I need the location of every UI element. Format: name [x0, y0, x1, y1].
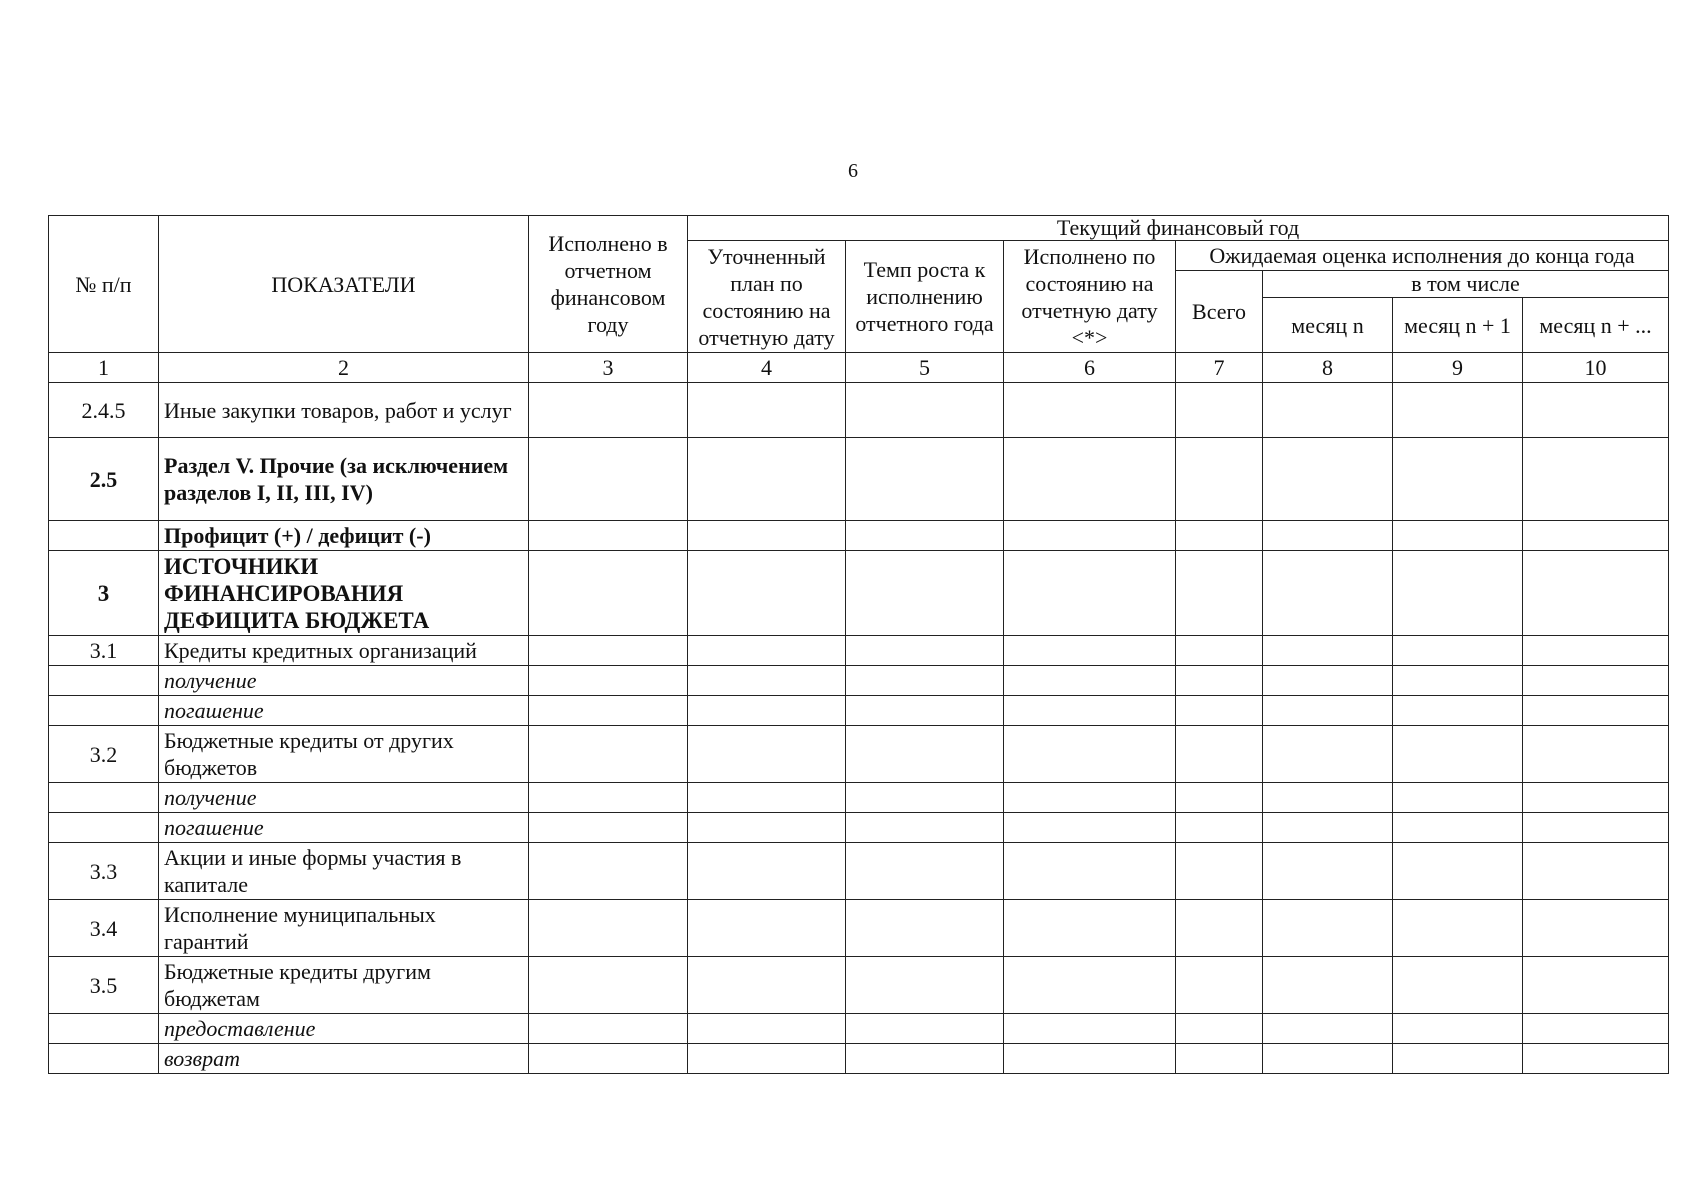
header-col-plan: Уточненный план по состоянию на отчетную дату [688, 241, 846, 353]
value-cell [688, 813, 846, 843]
value-cell [1263, 696, 1393, 726]
value-cell [1176, 1014, 1263, 1044]
value-cell [1004, 636, 1176, 666]
value-cell [1004, 1044, 1176, 1074]
value-cell [1393, 783, 1523, 813]
row-name: возврат [159, 1044, 529, 1074]
value-cell [1393, 383, 1523, 438]
value-cell [1263, 726, 1393, 783]
value-cell [688, 726, 846, 783]
table-row [49, 521, 1669, 551]
value-cell [1004, 900, 1176, 957]
value-cell [1004, 813, 1176, 843]
header-total: Всего [1176, 271, 1263, 353]
header-including: в том числе [1263, 271, 1669, 298]
value-cell [1263, 1044, 1393, 1074]
value-cell [1263, 636, 1393, 666]
value-cell [1393, 636, 1523, 666]
value-cell [846, 383, 1004, 438]
row-name: Профицит (+) / дефицит (-) [159, 521, 529, 551]
value-cell [529, 900, 688, 957]
value-cell [1004, 438, 1176, 521]
header-expected: Ожидаемая оценка исполнения до конца года [1176, 241, 1669, 271]
value-cell [1523, 521, 1669, 551]
column-number: 3 [529, 353, 688, 383]
table-row [49, 843, 1669, 900]
value-cell [1393, 900, 1523, 957]
page-number: 6 [848, 160, 858, 182]
column-numbers-row [49, 353, 1669, 383]
value-cell [1393, 1014, 1523, 1044]
table-row [49, 957, 1669, 1014]
value-cell [1263, 900, 1393, 957]
value-cell [846, 957, 1004, 1014]
value-cell [1393, 843, 1523, 900]
table-row [49, 783, 1669, 813]
value-cell [688, 696, 846, 726]
header-month-n: месяц n [1263, 298, 1393, 353]
header-month-n1: месяц n + 1 [1393, 298, 1523, 353]
table-row [49, 1044, 1669, 1074]
row-num: 3 [49, 551, 159, 636]
row-name: Иные закупки товаров, работ и услуг [159, 383, 529, 438]
value-cell [1176, 438, 1263, 521]
value-cell [1263, 843, 1393, 900]
value-cell [846, 666, 1004, 696]
value-cell [1004, 666, 1176, 696]
row-name: Кредиты кредитных организаций [159, 636, 529, 666]
row-name: Исполнение муниципальных гарантий [159, 900, 529, 957]
value-cell [846, 783, 1004, 813]
value-cell [529, 438, 688, 521]
table-row [49, 636, 1669, 666]
value-cell [529, 636, 688, 666]
table-row [49, 551, 1669, 636]
value-cell [688, 521, 846, 551]
value-cell [1004, 783, 1176, 813]
value-cell [1004, 1014, 1176, 1044]
value-cell [1393, 666, 1523, 696]
row-num [49, 1014, 159, 1044]
value-cell [1393, 813, 1523, 843]
row-num [49, 696, 159, 726]
row-num: 2.5 [49, 438, 159, 521]
value-cell [1393, 696, 1523, 726]
value-cell [1263, 666, 1393, 696]
value-cell [846, 696, 1004, 726]
value-cell [1004, 521, 1176, 551]
value-cell [1523, 783, 1669, 813]
value-cell [1393, 957, 1523, 1014]
value-cell [529, 783, 688, 813]
header-col-num: № п/п [49, 216, 159, 353]
value-cell [1263, 383, 1393, 438]
value-cell [688, 843, 846, 900]
row-name: получение [159, 783, 529, 813]
header-col-growth: Темп роста к исполнению отчетного года [846, 241, 1004, 353]
value-cell [1176, 521, 1263, 551]
value-cell [1176, 957, 1263, 1014]
header-month-nx: месяц n + ... [1523, 298, 1669, 353]
value-cell [1523, 383, 1669, 438]
value-cell [1263, 1014, 1393, 1044]
row-num: 3.2 [49, 726, 159, 783]
row-name: Бюджетные кредиты от других бюджетов [159, 726, 529, 783]
value-cell [688, 957, 846, 1014]
value-cell [1176, 666, 1263, 696]
value-cell [1176, 383, 1263, 438]
value-cell [529, 726, 688, 783]
column-number: 4 [688, 353, 846, 383]
table-row [49, 1014, 1669, 1044]
value-cell [1523, 666, 1669, 696]
row-name: ИСТОЧНИКИ ФИНАНСИРОВАНИЯ ДЕФИЦИТА БЮДЖЕТА [159, 551, 529, 636]
row-name: Раздел V. Прочие (за исключением разделов I, II, III, IV) [159, 438, 529, 521]
value-cell [1176, 551, 1263, 636]
header-col-indicators: ПОКАЗАТЕЛИ [159, 216, 529, 353]
value-cell [846, 1014, 1004, 1044]
value-cell [1263, 957, 1393, 1014]
value-cell [846, 438, 1004, 521]
value-cell [846, 843, 1004, 900]
value-cell [688, 1014, 846, 1044]
table-row [49, 726, 1669, 783]
value-cell [688, 636, 846, 666]
column-number: 7 [1176, 353, 1263, 383]
value-cell [1523, 1014, 1669, 1044]
value-cell [529, 813, 688, 843]
table-row [49, 900, 1669, 957]
row-num [49, 813, 159, 843]
value-cell [1523, 696, 1669, 726]
value-cell [846, 1044, 1004, 1074]
value-cell [529, 696, 688, 726]
value-cell [529, 1014, 688, 1044]
column-number: 1 [49, 353, 159, 383]
value-cell [1523, 726, 1669, 783]
value-cell [1523, 813, 1669, 843]
value-cell [1393, 521, 1523, 551]
value-cell [846, 636, 1004, 666]
value-cell [529, 383, 688, 438]
value-cell [1263, 551, 1393, 636]
value-cell [529, 521, 688, 551]
value-cell [1523, 957, 1669, 1014]
table-row [49, 813, 1669, 843]
value-cell [1523, 551, 1669, 636]
row-name: получение [159, 666, 529, 696]
row-num: 2.4.5 [49, 383, 159, 438]
column-number: 2 [159, 353, 529, 383]
value-cell [688, 438, 846, 521]
value-cell [688, 666, 846, 696]
column-number: 9 [1393, 353, 1523, 383]
row-name: погашение [159, 696, 529, 726]
value-cell [1176, 696, 1263, 726]
value-cell [1263, 438, 1393, 521]
row-num [49, 666, 159, 696]
table-row [49, 383, 1669, 438]
value-cell [1004, 843, 1176, 900]
value-cell [529, 1044, 688, 1074]
header-current-year: Текущий финансовый год [688, 216, 1669, 241]
table-row [49, 696, 1669, 726]
value-cell [1004, 696, 1176, 726]
value-cell [1263, 521, 1393, 551]
value-cell [529, 957, 688, 1014]
value-cell [1176, 636, 1263, 666]
column-number: 10 [1523, 353, 1669, 383]
row-num [49, 521, 159, 551]
value-cell [846, 521, 1004, 551]
row-name: Бюджетные кредиты другим бюджетам [159, 957, 529, 1014]
value-cell [1176, 900, 1263, 957]
value-cell [846, 551, 1004, 636]
value-cell [1523, 900, 1669, 957]
value-cell [688, 551, 846, 636]
value-cell [529, 666, 688, 696]
value-cell [529, 551, 688, 636]
value-cell [1393, 1044, 1523, 1074]
table-row [49, 666, 1669, 696]
value-cell [529, 843, 688, 900]
value-cell [846, 900, 1004, 957]
value-cell [1004, 383, 1176, 438]
value-cell [1393, 438, 1523, 521]
value-cell [1523, 843, 1669, 900]
value-cell [1176, 1044, 1263, 1074]
value-cell [846, 813, 1004, 843]
column-number: 8 [1263, 353, 1393, 383]
value-cell [688, 1044, 846, 1074]
value-cell [688, 900, 846, 957]
row-name: предоставление [159, 1014, 529, 1044]
row-num: 3.3 [49, 843, 159, 900]
value-cell [1523, 636, 1669, 666]
header-col-executed-date: Исполнено по состоянию на отчетную дату <*> [1004, 241, 1176, 353]
value-cell [846, 726, 1004, 783]
value-cell [1176, 813, 1263, 843]
value-cell [1263, 813, 1393, 843]
value-cell [1004, 957, 1176, 1014]
value-cell [1004, 551, 1176, 636]
row-num: 3.4 [49, 900, 159, 957]
value-cell [1393, 726, 1523, 783]
value-cell [1523, 1044, 1669, 1074]
financial-report-table [48, 215, 1669, 1074]
value-cell [1393, 551, 1523, 636]
row-num: 3.5 [49, 957, 159, 1014]
value-cell [1176, 843, 1263, 900]
header-col-executed-prev: Исполнено в отчетном финансовом году [529, 216, 688, 353]
row-num [49, 1044, 159, 1074]
value-cell [688, 383, 846, 438]
value-cell [1004, 726, 1176, 783]
column-number: 5 [846, 353, 1004, 383]
value-cell [1176, 726, 1263, 783]
column-number: 6 [1004, 353, 1176, 383]
value-cell [1263, 783, 1393, 813]
row-num: 3.1 [49, 636, 159, 666]
row-name: погашение [159, 813, 529, 843]
value-cell [688, 783, 846, 813]
table-row [49, 438, 1669, 521]
row-name: Акции и иные формы участия в капитале [159, 843, 529, 900]
value-cell [1176, 783, 1263, 813]
row-num [49, 783, 159, 813]
value-cell [1523, 438, 1669, 521]
